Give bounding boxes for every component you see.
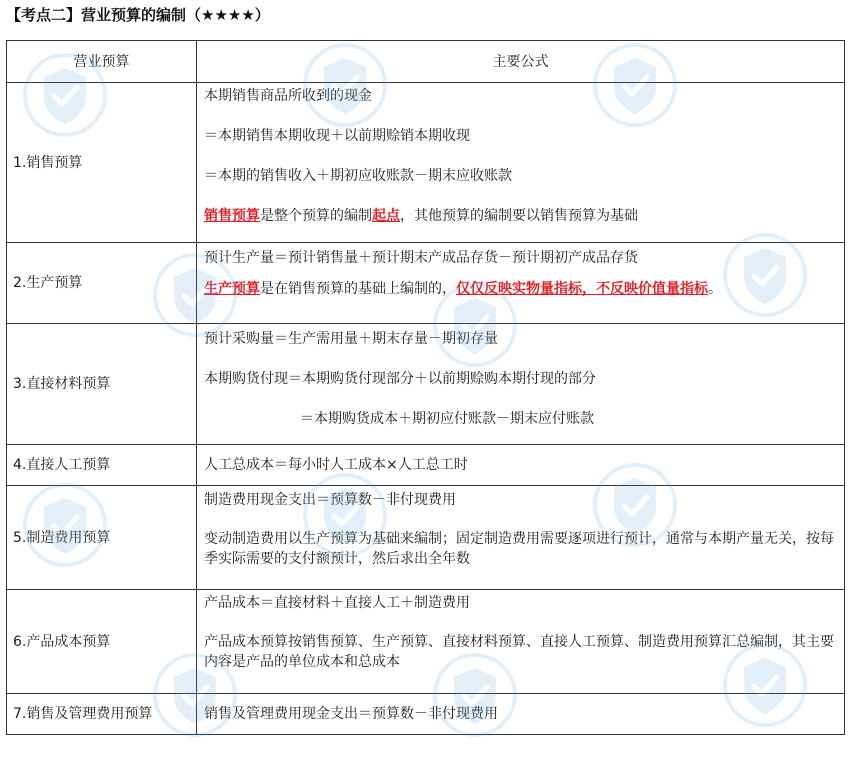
formula-cell	[197, 445, 845, 486]
formula-text: 变动制造费用以生产预算为基础来编制；固定制造费用需要逐项进行预计，通常与本期产量无关，按每季实际需要的支付额预计，然后求出全年数	[204, 531, 834, 567]
formula-text: 本期销售商品所收到的现金	[204, 88, 372, 104]
budget-name: 1.销售预算	[7, 83, 197, 243]
table-row	[7, 694, 845, 735]
formula-text: ＝本期销售本期收现＋以前期赊销本期收现	[204, 128, 470, 144]
header-formula: 主要公式	[197, 41, 845, 83]
formula-text: 。	[708, 281, 722, 297]
formula-text: ，其他预算的编制要以销售预算为基础	[400, 208, 638, 224]
formula-line	[204, 248, 838, 268]
formula-cell	[197, 243, 845, 324]
formula-line	[204, 279, 838, 299]
table-row	[7, 243, 845, 324]
highlighted-term: 起点	[372, 208, 400, 224]
formula-text: 制造费用现金支出＝预算数－非付现费用	[204, 492, 456, 508]
formula-text: 本期购货付现＝本期购货付现部分＋以前期赊购本期付现的部分	[204, 371, 596, 387]
formula-line	[204, 369, 838, 389]
formula-line	[204, 329, 838, 349]
formula-text: 是在销售预算的基础上编制的，	[260, 281, 456, 297]
header-budget: 营业预算	[7, 41, 197, 83]
budget-name: 3.直接材料预算	[7, 324, 197, 445]
formula-line	[204, 593, 838, 613]
budget-name: 4.直接人工预算	[7, 445, 197, 486]
formula-line	[204, 632, 838, 672]
formula-cell	[197, 694, 845, 735]
formula-text: 产品成本＝直接材料＋直接人工＋制造费用	[204, 595, 470, 611]
formula-cell	[197, 486, 845, 590]
formula-line	[204, 455, 838, 475]
budget-name: 2.生产预算	[7, 243, 197, 324]
table-row	[7, 590, 845, 694]
budget-name: 6.产品成本预算	[7, 590, 197, 694]
formula-line	[204, 206, 838, 226]
budget-name: 7.销售及管理费用预算	[7, 694, 197, 735]
table-row	[7, 83, 845, 243]
table-row	[7, 486, 845, 590]
formula-cell	[197, 324, 845, 445]
formula-text: ＝本期的销售收入＋期初应收账款－期末应收账款	[204, 168, 512, 184]
formula-text: 预计采购量＝生产需用量＋期末存量－期初存量	[204, 331, 498, 347]
formula-line	[204, 166, 838, 186]
formula-line	[204, 86, 838, 106]
formula-line	[204, 490, 838, 510]
formula-line	[204, 126, 838, 146]
formula-text: ＝本期购货成本＋期初应付账款－期末应付账款	[300, 411, 594, 427]
formula-text: 预计生产量＝预计销售量＋预计期末产成品存货－预计期初产成品存货	[204, 250, 638, 266]
highlighted-term: 销售预算	[204, 208, 260, 224]
formula-line	[204, 529, 838, 569]
formula-text: 人工总成本＝每小时人工成本×人工总工时	[204, 457, 468, 473]
highlighted-term: 生产预算	[204, 281, 260, 297]
formula-cell	[197, 83, 845, 243]
table-row	[7, 445, 845, 486]
formula-line	[204, 704, 838, 724]
formula-line	[204, 409, 838, 429]
operating-budget-table	[6, 40, 845, 735]
highlighted-term: 仅仅反映实物量指标，不反映价值量指标	[456, 281, 708, 297]
budget-name: 5.制造费用预算	[7, 486, 197, 590]
section-heading: 【考点二】营业预算的编制（★★★★）	[6, 6, 270, 24]
formula-text: 产品成本预算按销售预算、生产预算、直接材料预算、直接人工预算、制造费用预算汇总编制，其主要内容是产品的单位成本和总成本	[204, 634, 834, 670]
formula-cell	[197, 590, 845, 694]
table-header-row	[7, 41, 845, 83]
formula-text: 是整个预算的编制	[260, 208, 372, 224]
table-row	[7, 324, 845, 445]
formula-text: 销售及管理费用现金支出＝预算数－非付现费用	[204, 706, 498, 722]
